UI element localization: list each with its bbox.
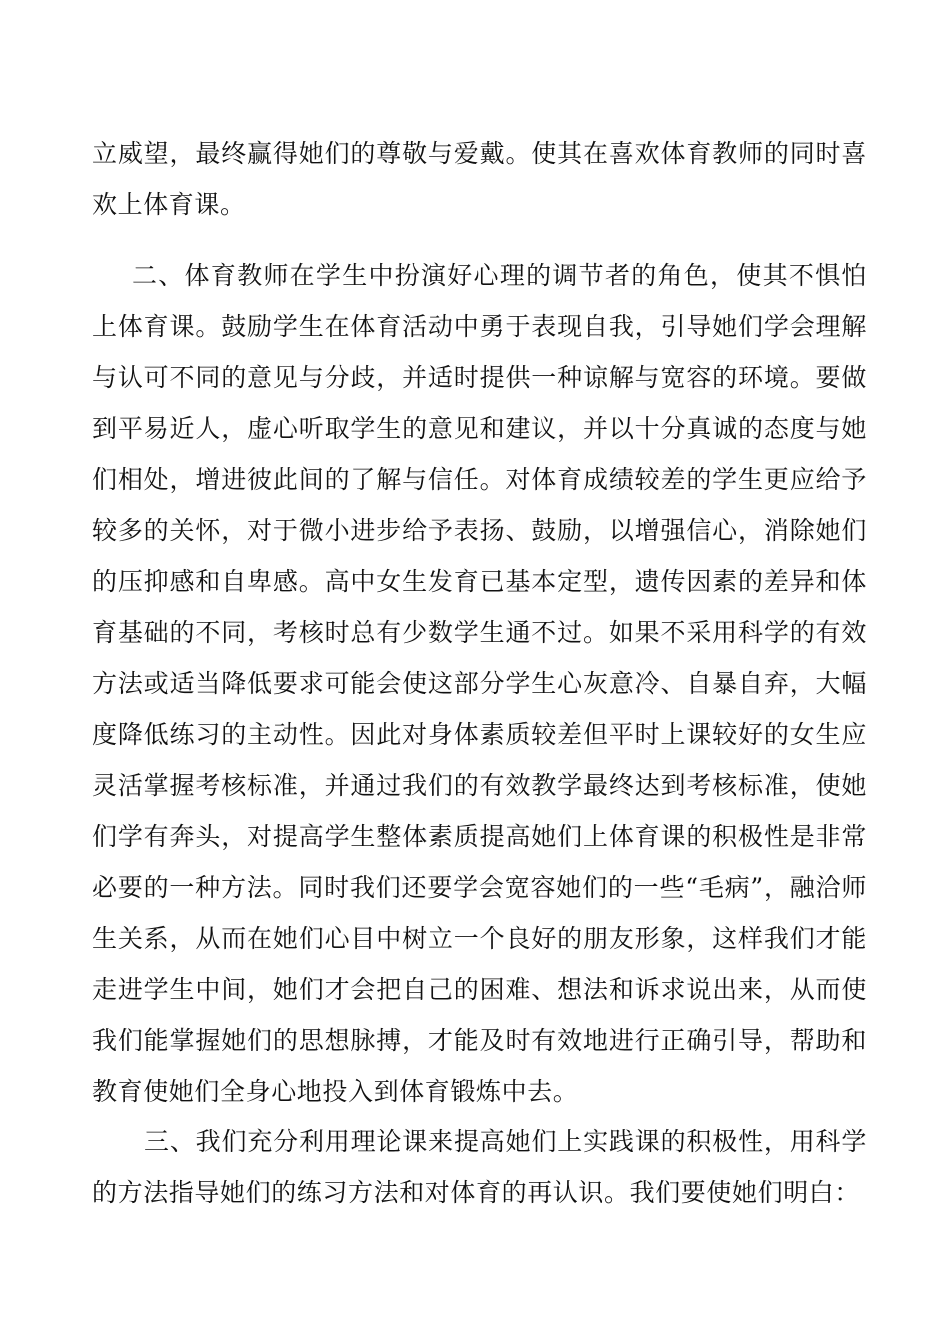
paragraph-continuation: 立威望，最终赢得她们的尊敬与爱戴。使其在喜欢体育教师的同时喜欢上体育课。 [92,139,867,219]
paragraph-section-two: 二、体育教师在学生中扮演好心理的调节者的角色，使其不惧怕上体育课。鼓励学生在体育活动中勇于表现自我，引导她们学会理解与认可不同的意见与分歧，并适时提供一种谅解与宽容的环境。要做到平易近人，虚心听取学生的意见和建议，并以十分真诚的态度与她们相处，增进彼此间的了解与信任。对体育成绩较差的学生更应给予较多的关怀，对于微小进步给予表扬、鼓励，以增强信心，消除她们的压抑感和自卑感。高中女生发育已基本定型，遗传因素的差异和体育基础的不同，考核时总有少数学生通不过。如果不采用科学的有效方法或适当降低要求可能会使这部分学生心灰意冷、自暴自弃，大幅度降低练习的主动性。因此对身体素质较差但平时上课较好的女生应灵活掌握考核标准，并通过我们的有效教学最终达到考核标准，使她们学有奔头，对提高学生整体素质提高她们上体育课的积极性是非常必要的一种方法。同时我们还要学会宽容她们的一些“毛病”，融洽师生关系，从而在她们心目中树立一个良好的朋友形象，这样我们才能走进学生中间，她们才会把自己的困难、想法和诉求说出来，从而使我们能掌握她们的思想脉搏，才能及时有效地进行正确引导，帮助和教育使她们全身心地投入到体育锻炼中去。 [92,261,867,1106]
paragraph-section-three: 三、我们充分利用理论课来提高她们上实践课的积极性，用科学的方法指导她们的练习方法和对体育的再认识。我们要使她们明白： [92,1127,867,1207]
